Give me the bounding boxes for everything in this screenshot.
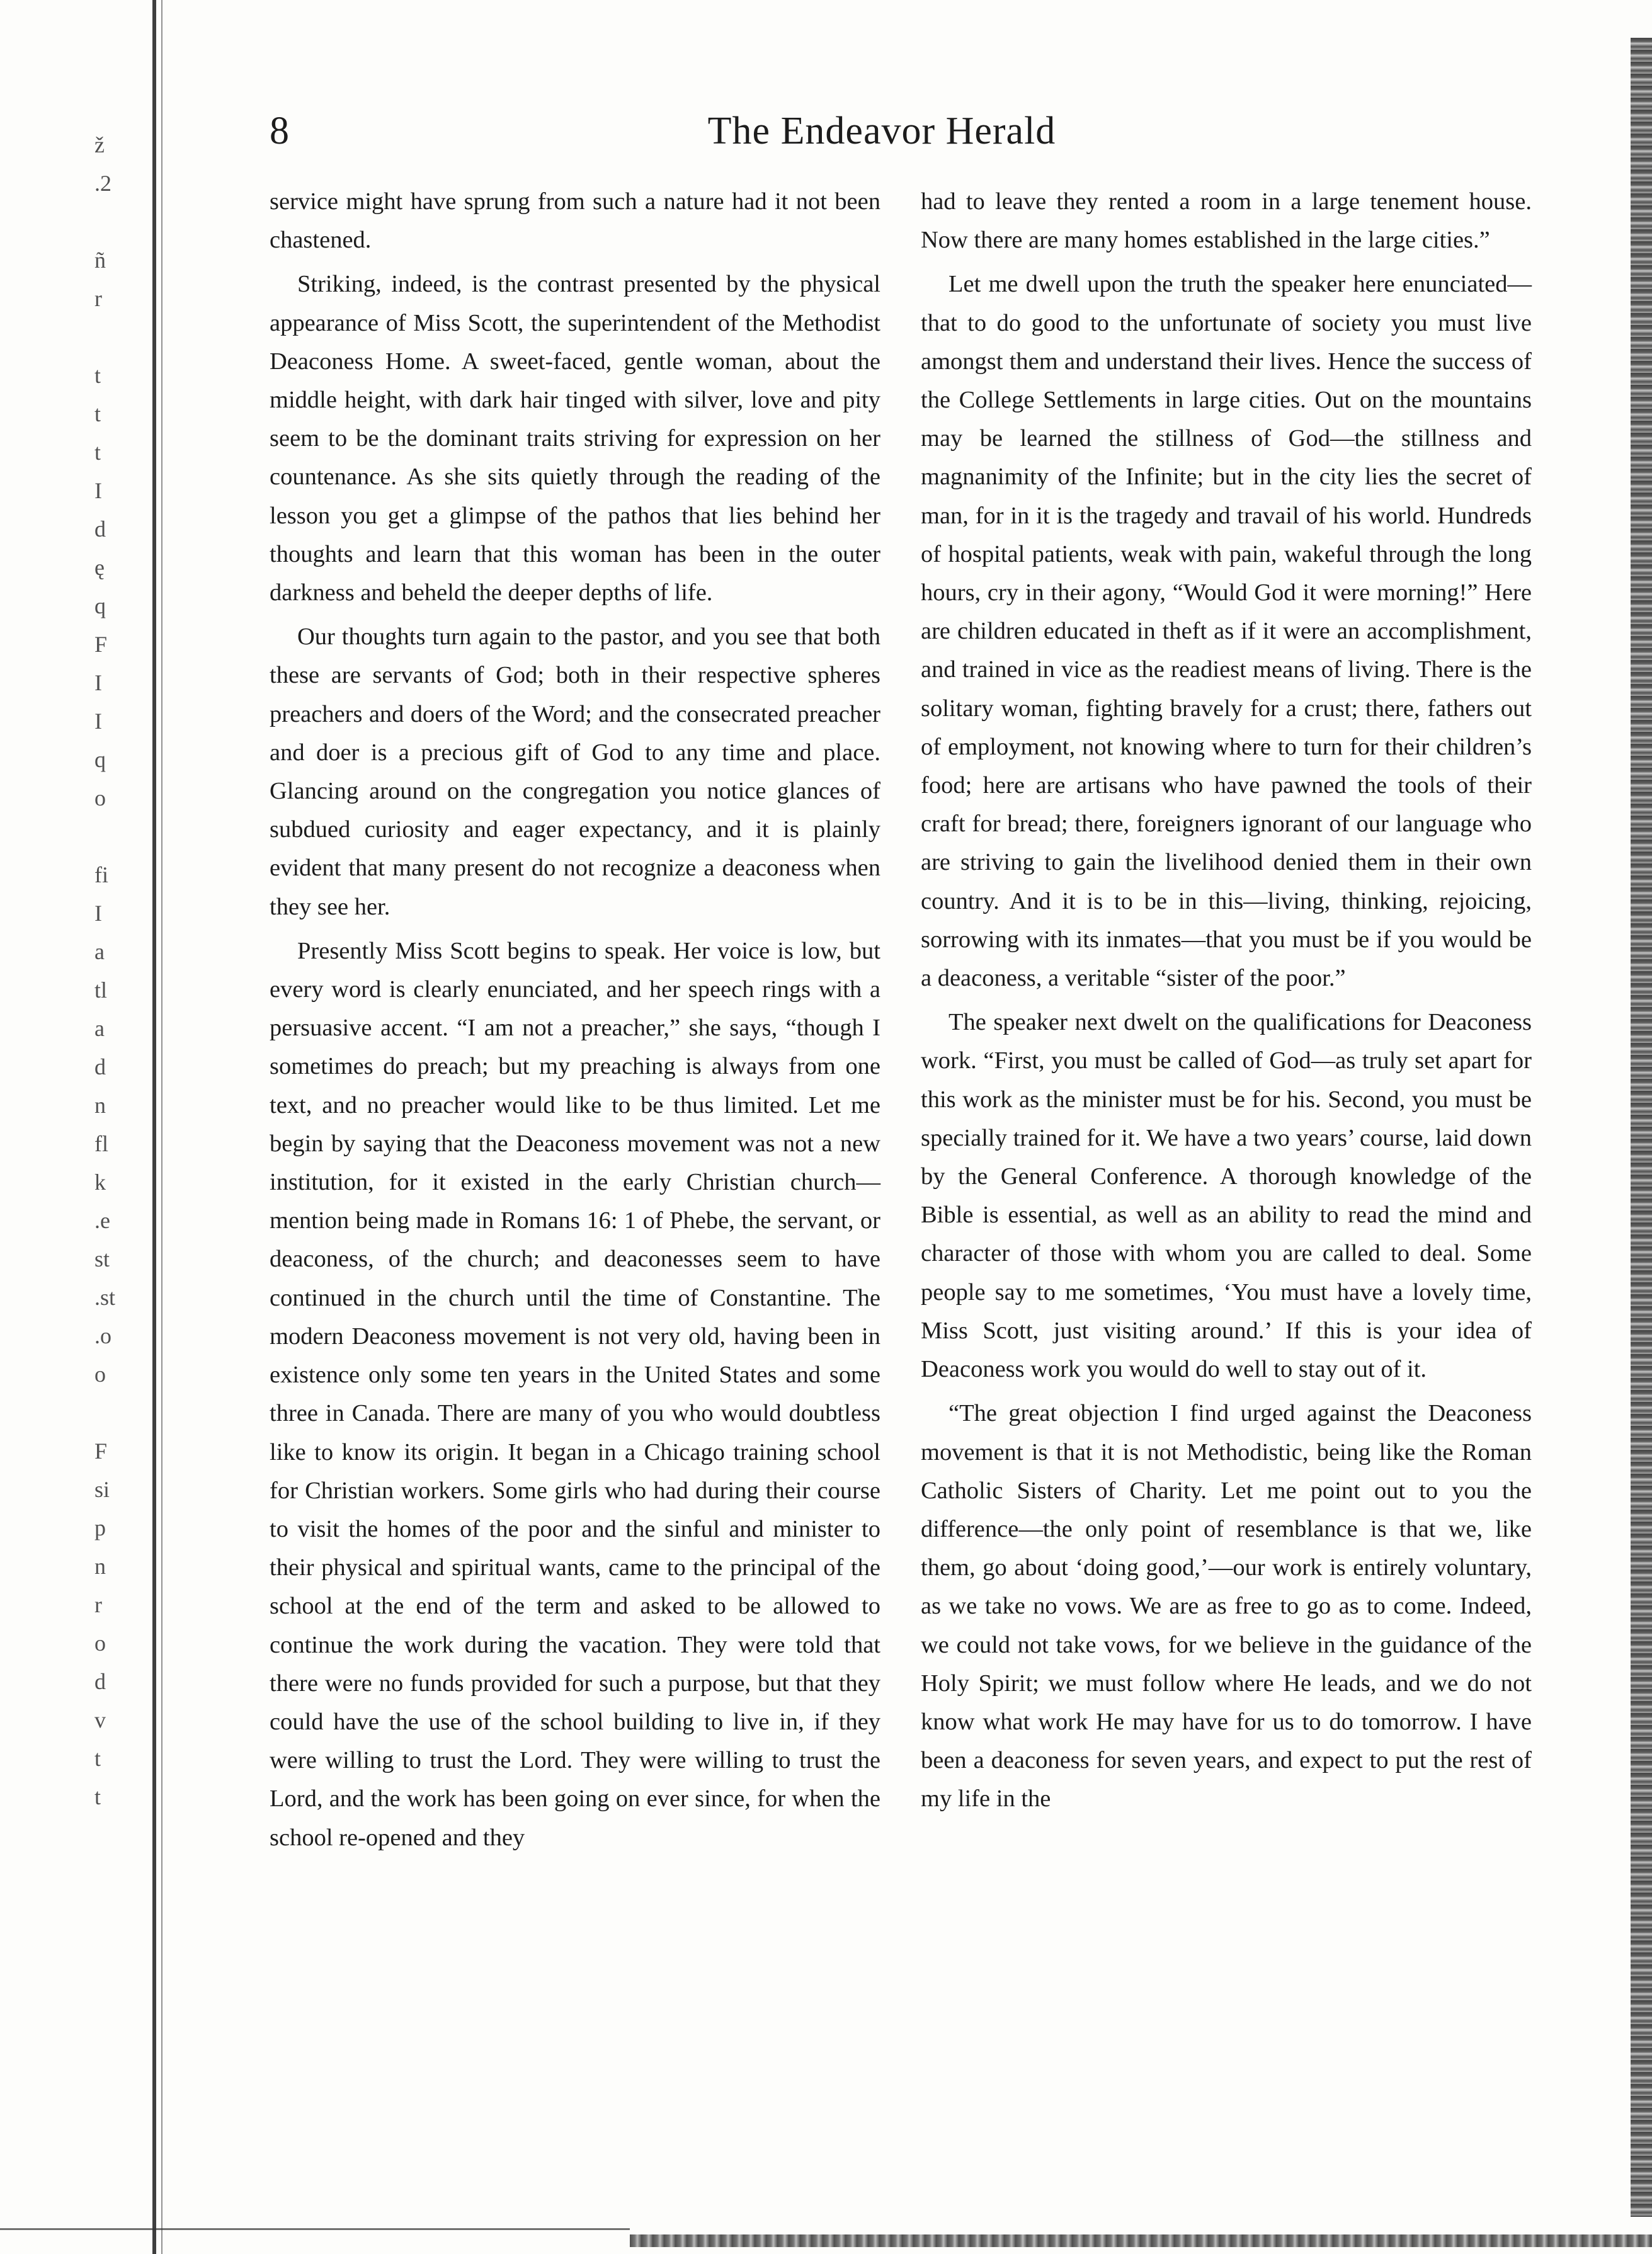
- paragraph: had to leave they rented a room in a large tenement house. Now there are many homes established in the large cities.”: [921, 188, 1532, 254]
- scan-edge-right: [1631, 38, 1652, 2217]
- scan-edge-bottom: [630, 2234, 1652, 2247]
- paragraph: “The great objection I find urged against the Deaconess movement is that it is not Methodistic, being like the Roman Catholic Sisters of Charity. Let me point out to you the difference—the only point of resemblance is that we, like them, go about ‘doing good,’—our work is entirely voluntary, as we take no vows. We are as free to go as to come. Indeed, we could not take vows, for we believe in the guidance of the Holy Spirit; we must follow where He leads, and we do not know what work He may have for us to do tomorrow. I have been a deaconess for seven years, and expect to put the rest of my life in the: [921, 1400, 1532, 1813]
- paragraph: Let me dwell upon the truth the speaker here enunciated—that to do good to the unfortunate of society you must live amongst them and understand their lives. Hence the success of the College Settlements in large cities. Out on the mountains may be learned the stillness of God—the stillness and magnanimity of the Infinite; but in the city lies the secret of man, for in it is the tragedy and travail of his world. Hundreds of hospital patients, weak with pain, wakeful through the long hours, cry in their agony, “Would God it were morning!” Here are children educated in theft as if it were an accomplishment, and trained in vice as the readiest means of living. There is the solitary woman, fighting bravely for a crust; there, fathers out of employment, not knowing where to turn for their children’s food; here are artisans who have pawned the tools of their craft for bread; there, foreigners ignorant of our language who are striving to gain the livelihood denied them in their own country. And it is to be in this—living, thinking, rejoicing, sorrowing with its inmates—that you must be if you would be a deaconess, a veritable “sister of the poor.”: [921, 271, 1532, 992]
- paragraph: Striking, indeed, is the contrast presented by the physical appearance of Miss Scott, the superintendent of the Methodist Deaconess Home. A sweet-faced, gentle woman, about the middle height, with dark hair tinged with silver, love and pity seem to be the dominant traits striving for expression on her countenance. As she sits quietly through the reading of the lesson you get a glimpse of the pathos that lies behind her thoughts and learn that this woman has been in the outer darkness and beheld the deeper depths of life.: [270, 271, 880, 606]
- text-column-left: [270, 183, 880, 1857]
- page-number: 8: [270, 110, 289, 152]
- running-title: The Endeavor Herald: [707, 110, 1056, 152]
- paragraph: Presently Miss Scott begins to speak. Her voice is low, but every word is clearly enunciated, and her speech rings with a persuasive accent. “I am not a preacher,” she says, “though I sometimes do preach; but my preaching is always from one text, and no preacher would like to be thus limited. Let me begin by saying that the Deaconess movement was not a new institution, for it existed in the early Christian church—mention being made in Romans 16: 1 of Phebe, the servant, or deaconess, of the church; and deaconesses seem to have continued in the church until the time of Constantine. The modern Deaconess movement is not very old, having been in existence only some ten years in the United States and some three in Canada. There are many of you who would doubtless like to know its origin. It began in a Chicago training school for Christian workers. Some girls who had during their course to visit the homes of the poor and the sinful and minister to their physical and spiritual wants, came to the principal of the school at the end of the term and asked to be allowed to continue the work during the vacation. They were told that there were no funds provided for such a purpose, but that they could have the use of the school building to live in, if they were willing to trust the Lord. They were willing to trust the Lord, and the work has been going on ever since, for when the school re-opened and they: [270, 937, 880, 1851]
- facing-page-bleed-text: ž .2 ñ r t t t I d ę q F I I q o fi I a tl a d n fl k .e st .st .o o F si p n r o d v t t: [94, 132, 116, 1809]
- paragraph: Our thoughts turn again to the pastor, and you see that both these are servants of God; both in their respective spheres preachers and doers of the Word; and the consecrated preacher and doer is a precious gift of God to any time and place. Glancing around on the congregation you notice glances of subdued curiosity and eager expectancy, and it is plainly evident that many present do not recognize a deaconess when they see her.: [270, 623, 880, 920]
- text-column-right: [921, 183, 1532, 1819]
- binding-rule: [152, 0, 156, 2254]
- scan-edge-bottom-line: [0, 2228, 630, 2230]
- paragraph: service might have sprung from such a nature had it not been chastened.: [270, 188, 880, 254]
- binding-rule-thin: [161, 0, 162, 2254]
- paragraph: The speaker next dwelt on the qualifications for Deaconess work. “First, you must be called of God—as truly set apart for this work as the minister must be for his. Second, you must be specially trained for it. We have a two years’ course, laid down by the General Conference. A thorough knowledge of the Bible is essential, as well as an ability to read the mind and character of those with whom you are called to deal. Some people say to me sometimes, ‘You must have a lovely time, Miss Scott, just visiting around.’ If this is your idea of Deaconess work you would do well to stay out of it.: [921, 1009, 1532, 1383]
